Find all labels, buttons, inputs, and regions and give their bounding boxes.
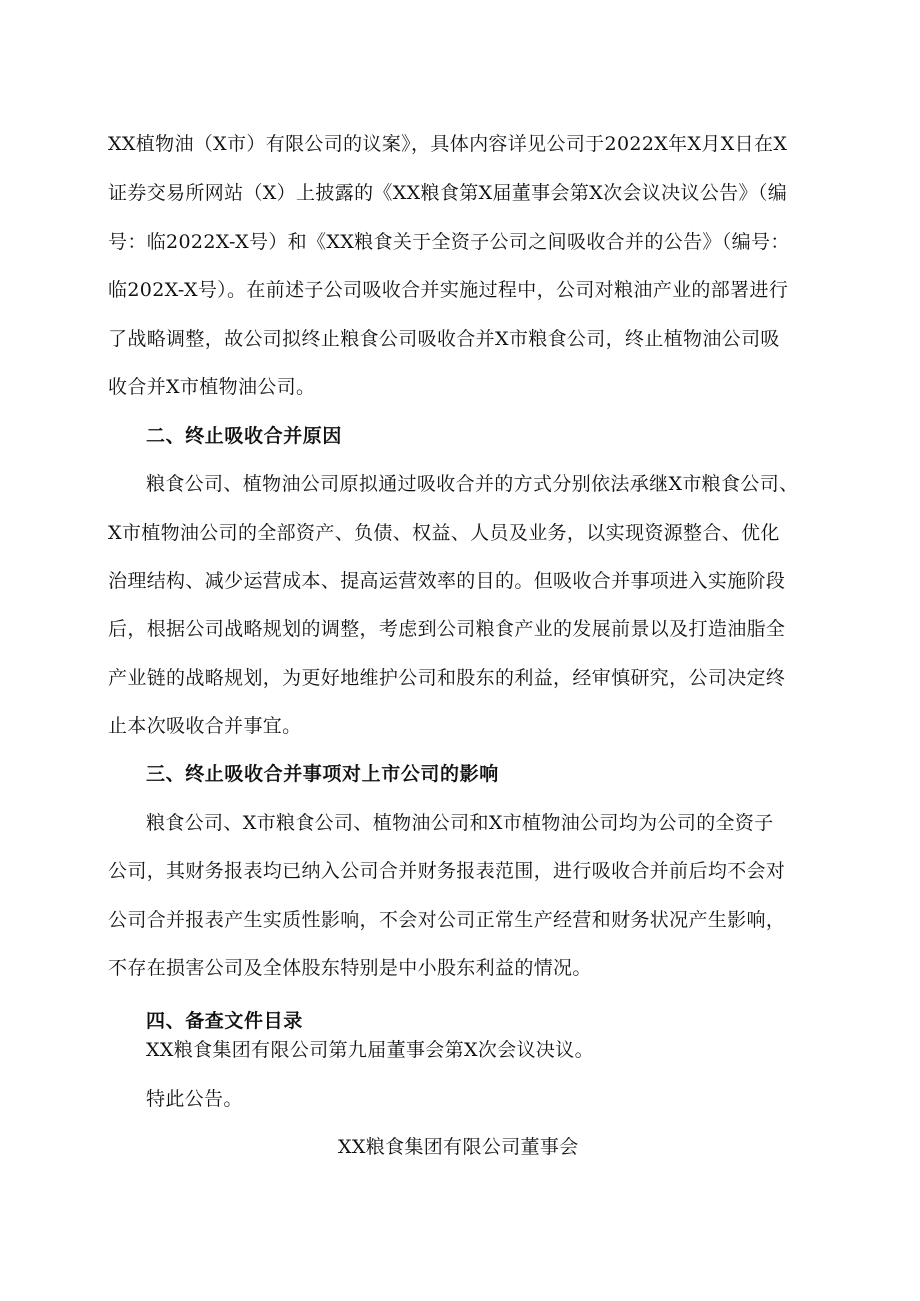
paragraph-1-line-5: 了战略调整，故公司拟终止粮食公司吸收合并X市粮食公司，终止植物油公司吸 bbox=[108, 328, 780, 350]
section-heading-4: 四、备查文件目录 bbox=[146, 1010, 303, 1032]
paragraph-2-line-5: 产业链的战略规划，为更好地维护公司和股东的利益，经审慎研究，公司决定终 bbox=[108, 667, 786, 689]
reference-document: XX粮食集团有限公司第九届董事会第X次会议决议。 bbox=[146, 1039, 594, 1061]
paragraph-1-line-2: 证券交易所网站（X）上披露的《XX粮食第X届董事会第X次会议决议公告》（编 bbox=[108, 182, 788, 204]
paragraph-3-line-4: 不存在损害公司及全体股东特别是中小股东利益的情况。 bbox=[108, 957, 592, 979]
paragraph-2-line-1: 粮食公司、植物油公司原拟通过吸收合并的方式分别依法承继X市粮食公司、 bbox=[146, 473, 799, 495]
paragraph-3-line-3: 公司合并报表产生实质性影响，不会对公司正常生产经营和财务状况产生影响， bbox=[108, 909, 786, 931]
paragraph-1-line-6: 收合并X市植物油公司。 bbox=[108, 376, 316, 398]
paragraph-2-line-3: 治理结构、减少运营成本、提高运营效率的目的。但吸收合并事项进入实施阶段 bbox=[108, 570, 786, 592]
paragraph-2-line-4: 后，根据公司战略规划的调整，考虑到公司粮食产业的发展前景以及打造油脂全 bbox=[108, 618, 786, 640]
paragraph-3-line-2: 公司，其财务报表均已纳入公司合并财务报表范围，进行吸收合并前后均不会对 bbox=[108, 860, 786, 882]
closing-statement: 特此公告。 bbox=[146, 1088, 243, 1110]
paragraph-2-line-6: 止本次吸收合并事宜。 bbox=[108, 715, 302, 737]
section-heading-3: 三、终止吸收合并事项对上市公司的影响 bbox=[146, 763, 499, 785]
paragraph-1-line-4: 临202X-X号）。在前述子公司吸收合并实施过程中，公司对粮油产业的部署进行 bbox=[108, 279, 789, 301]
paragraph-3-line-1: 粮食公司、X市粮食公司、植物油公司和X市植物油公司均为公司的全资子 bbox=[146, 812, 774, 834]
paragraph-1-line-1: XX植物油（X市）有限公司的议案》，具体内容详见公司于2022X年X月X日在X bbox=[108, 133, 788, 155]
signature-line: XX粮食集团有限公司董事会 bbox=[338, 1136, 579, 1158]
paragraph-2-line-2: X市植物油公司的全部资产、负债、权益、人员及业务，以实现资源整合、优化 bbox=[108, 522, 780, 544]
section-heading-2: 二、终止吸收合并原因 bbox=[146, 425, 343, 447]
paragraph-1-line-3: 号：临2022X-X号）和《XX粮食关于全资子公司之间吸收合并的公告》（编号： bbox=[108, 231, 790, 253]
